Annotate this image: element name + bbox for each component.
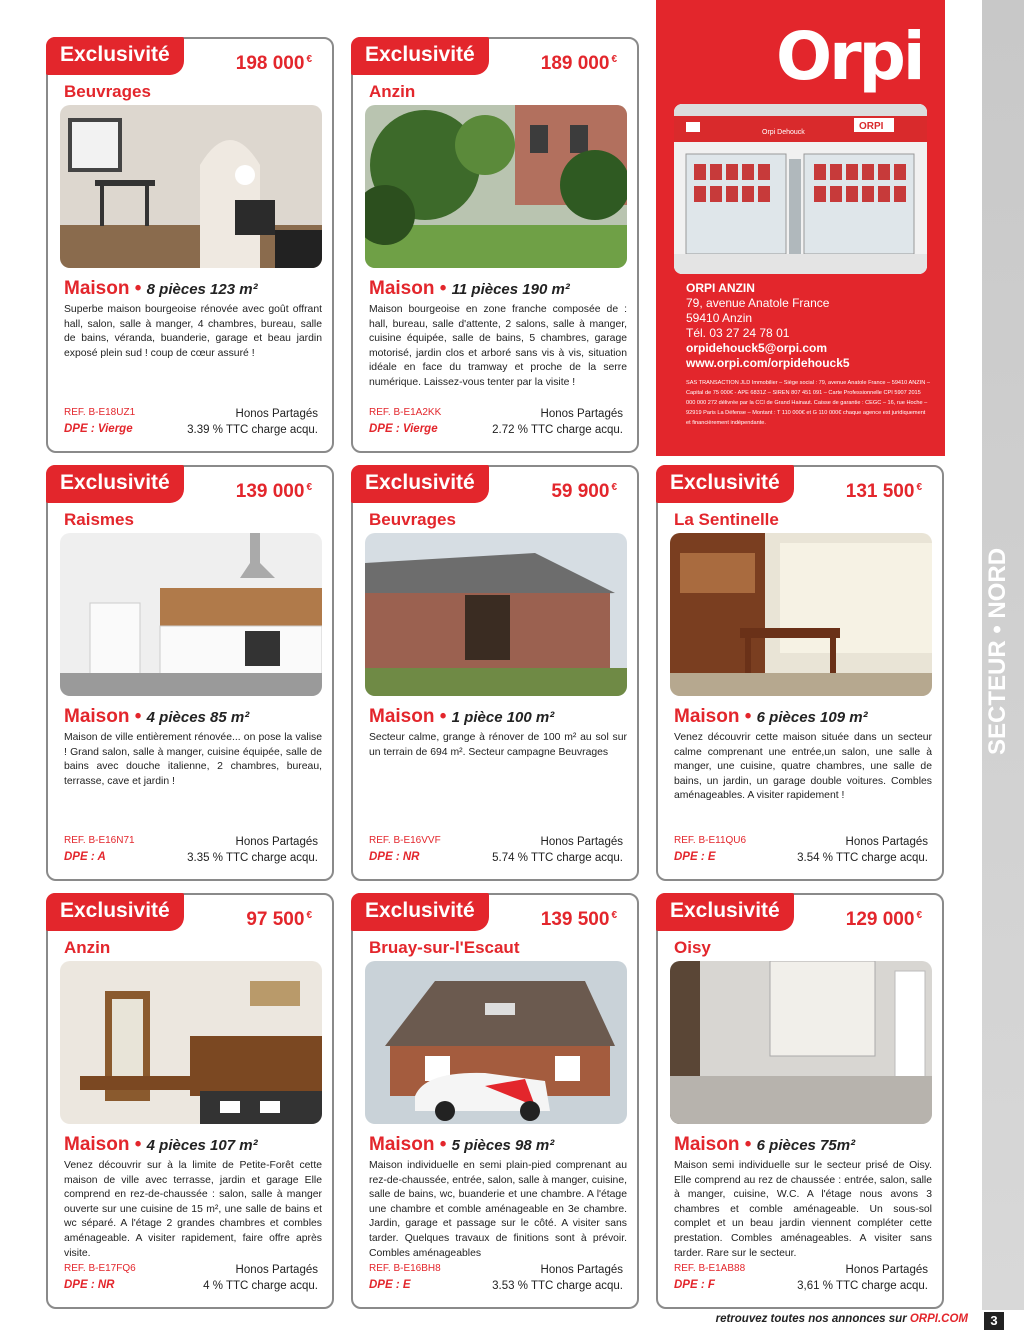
listing-ref: REF. B-E1A2KK [369, 407, 442, 418]
town: Oisy [674, 938, 711, 957]
listing-heading: Maison • 6 pièces 75m² [674, 1134, 856, 1155]
footer-brand-link[interactable]: ORPI.COM [909, 1313, 968, 1325]
listing-description: Secteur calme, grange à rénover de 100 m² au sol sur un terrain de 694 m². Secteur campagne Beuvrages [369, 732, 627, 758]
listing-ref: REF. B-E1AB88 [674, 1263, 746, 1274]
listing-description: Superbe maison bourgeoise rénovée avec goût offrant hall, salon, salle à manger, 4 chambres, bureau, salle de bains, véranda, buanderie, garage et beau jardin exposé plein sud ! coup de cœur assuré ! [64, 304, 322, 359]
listing-dpe: DPE : NR [369, 851, 420, 863]
price: 59 900 € [551, 481, 617, 502]
fees-value: 3.39 % TTC charge acqu. [187, 424, 318, 436]
listing-dpe: DPE : E [369, 1279, 411, 1291]
listing-heading: Maison • 4 pièces 85 m² [64, 706, 250, 727]
exclusive-badge: Exclusivité [656, 893, 794, 931]
listing-card[interactable] [46, 465, 334, 881]
listing-heading: Maison • 1 pièce 100 m² [369, 706, 555, 727]
shop-sign-text: Orpi Dehouck [762, 129, 805, 136]
listing-card[interactable] [46, 37, 334, 453]
listing-heading: Maison • 6 pièces 109 m² [674, 706, 868, 727]
agency-website[interactable]: www.orpi.com/orpidehouck5 [686, 356, 850, 370]
listing-photo [60, 105, 322, 268]
listing-photo [365, 105, 627, 268]
fees-label: Honos Partagés [540, 836, 623, 848]
listing-heading: Maison • 11 pièces 190 m² [369, 278, 570, 299]
listing-ref: REF. B-E16N71 [64, 835, 135, 846]
listing-description: Maison semi individuelle sur le secteur prisé de Oisy. Elle comprend au rez de chaussée : entrée, salon, salle à manger, cuisine, W.C. A l'étage nous avons 3 chambres et comble aménageable. Un sous-sol complet et un beau jardin viennent compléter cette prestation. Combles aménageables. A visiter sans tarder. Rare sur le secteur. [674, 1160, 932, 1259]
fees-label: Honos Partagés [235, 836, 318, 848]
listing-ref: REF. B-E16VVF [369, 835, 441, 846]
listing-photo [670, 961, 932, 1124]
exclusive-badge: Exclusivité [351, 37, 489, 75]
listing-dpe: DPE : A [64, 851, 106, 863]
agency-phone: Tél. 03 27 24 78 01 [686, 326, 790, 340]
listing-description: Venez découvrir sur à la limite de Petite-Forêt cette maison de ville avec terrasse, jardin et garage Elle comprend en rez-de-chaussée : salon, salle à manger ouverte sur une cuisine de 15 m², une salle de bains et wc séparé. A l'étage 2 grandes chambres et combles aménageable. A visiter rapidement, faire offre après visite. [64, 1160, 322, 1259]
agency-email[interactable]: orpidehouck5@orpi.com [686, 341, 828, 355]
exclusive-badge: Exclusivité [46, 893, 184, 931]
fees-value: 3.35 % TTC charge acqu. [187, 852, 318, 864]
exclusive-badge: Exclusivité [351, 893, 489, 931]
listing-dpe: DPE : F [674, 1279, 715, 1291]
listing-heading: Maison • 8 pièces 123 m² [64, 278, 258, 299]
listing-photo [60, 961, 322, 1124]
price: 198 000 € [235, 53, 312, 74]
listing-description: Maison individuelle en semi plain-pied comprenant au rez-de-chaussée, entrée, salon, salle à manger, cuisine, salle de bains, wc, buanderie et une chambre. A l'étage une chambre et comble aménageable en 3e chambre. Jardin, garage et passage sur le côté. A visiter sans tarder. Quelques travaux de finitions sont à prévoir. Combles aménageables [369, 1160, 627, 1259]
fees-label: Honos Partagés [540, 1264, 623, 1276]
price: 131 500 € [845, 481, 922, 502]
agency-address-2: 59410 Anzin [686, 311, 753, 325]
fees-label: Honos Partagés [235, 1264, 318, 1276]
listing-card[interactable] [656, 465, 944, 881]
exclusive-badge: Exclusivité [351, 465, 489, 503]
exclusive-badge: Exclusivité [46, 465, 184, 503]
listing-photo [365, 533, 627, 696]
listing-card[interactable] [351, 893, 639, 1309]
town: Anzin [369, 82, 416, 101]
listing-ref: REF. B-E17FQ6 [64, 1263, 136, 1274]
listing-dpe: DPE : E [674, 851, 716, 863]
agency-storefront-photo [674, 104, 927, 274]
agency-panel [656, 0, 945, 456]
listing-heading: Maison • 5 pièces 98 m² [369, 1134, 555, 1155]
price: 189 000 € [540, 53, 617, 74]
fees-value: 2.72 % TTC charge acqu. [492, 424, 623, 436]
agency-name: ORPI ANZIN [686, 281, 755, 295]
fees-value: 3,61 % TTC charge acqu. [797, 1280, 928, 1292]
listing-photo [365, 961, 627, 1124]
footer-note: retrouvez toutes nos annonces sur ORPI.COM [715, 1313, 968, 1325]
listing-card[interactable] [46, 893, 334, 1309]
listing-ref: REF. B-E11QU6 [674, 835, 747, 846]
listing-dpe: DPE : Vierge [64, 423, 133, 435]
town: Raismes [64, 510, 134, 529]
fees-label: Honos Partagés [845, 1264, 928, 1276]
town: Bruay-sur-l'Escaut [369, 938, 520, 957]
fees-value: 5.74 % TTC charge acqu. [492, 852, 623, 864]
svg-text:ORPI: ORPI [859, 121, 884, 132]
agency-address-1: 79, avenue Anatole France [686, 296, 830, 310]
fees-label: Honos Partagés [235, 408, 318, 420]
town: Beuvrages [369, 510, 456, 529]
listing-card[interactable] [656, 893, 944, 1309]
listing-description: Maison de ville entièrement rénovée... on pose la valise ! Grand salon, salle à manger, cuisine équipée, salle de bains avec douche italienne, 2 chambres, bureau, terrasse, cave et jardin ! [64, 732, 322, 787]
town: Beuvrages [64, 82, 151, 101]
listing-card[interactable] [351, 465, 639, 881]
town: Anzin [64, 938, 111, 957]
listing-photo [60, 533, 322, 696]
listing-card[interactable] [351, 37, 639, 453]
price: 129 000 € [845, 909, 922, 930]
listing-description: Venez découvrir cette maison située dans un secteur calme comprenant une entrée,un salon, une salle à manger, une cuisine, quatre chambres, une salle de bains, un jardin, un garage double voitures. Combles aménageables. A visiter rapidement ! [674, 732, 932, 802]
listing-ref: REF. B-E16BH8 [369, 1263, 441, 1274]
agency-legal-notice: SAS TRANSACTION JLD Immobilier – Siège social : 79, avenue Anatole France – 59410 ANZIN – Capital de 75 000€ - APE 6831Z – SIREN 807 451 091 – Carte Professionnelle CPI 5907 2015 000 000 272 délivrée par la CCI de Grand Hainaut. Caisse de garantie : CEGC – 16, rue Hoche – 92919 Paris La Défense – Montant : T 110 000€ et G 110 000€ chaque agence est juridiquement et financièrement indépendante. [686, 380, 930, 426]
listing-ref: REF. B-E18UZ1 [64, 407, 136, 418]
exclusive-badge: Exclusivité [46, 37, 184, 75]
fees-label: Honos Partagés [540, 408, 623, 420]
listing-description: Maison bourgeoise en zone franche composée de : hall, bureau, salle d'attente, 2 salons, salle à manger, cuisine équipée, salle de bains, 5 chambres, garage motorisé, jardin clos et arboré sans vis à vis, situation idéale en face du tramway et proche de la serre numérique. Laissez-vous tenter par la visite ! [369, 304, 627, 388]
page-number: 3 [984, 1312, 1004, 1330]
fees-value: 3.53 % TTC charge acqu. [492, 1280, 623, 1292]
listing-dpe: DPE : NR [64, 1279, 115, 1291]
fees-value: 3.54 % TTC charge acqu. [797, 852, 928, 864]
fees-value: 4 % TTC charge acqu. [203, 1280, 318, 1292]
listing-dpe: DPE : Vierge [369, 423, 438, 435]
town: La Sentinelle [674, 510, 779, 529]
price: 139 500 € [540, 909, 617, 930]
sector-label: SECTEUR • NORD [984, 547, 1011, 755]
price: 97 500 € [246, 909, 312, 930]
exclusive-badge: Exclusivité [656, 465, 794, 503]
listing-heading: Maison • 4 pièces 107 m² [64, 1134, 258, 1155]
fees-label: Honos Partagés [845, 836, 928, 848]
price: 139 000 € [235, 481, 312, 502]
listing-photo [670, 533, 932, 696]
orpi-logo: Orpi [776, 18, 923, 95]
